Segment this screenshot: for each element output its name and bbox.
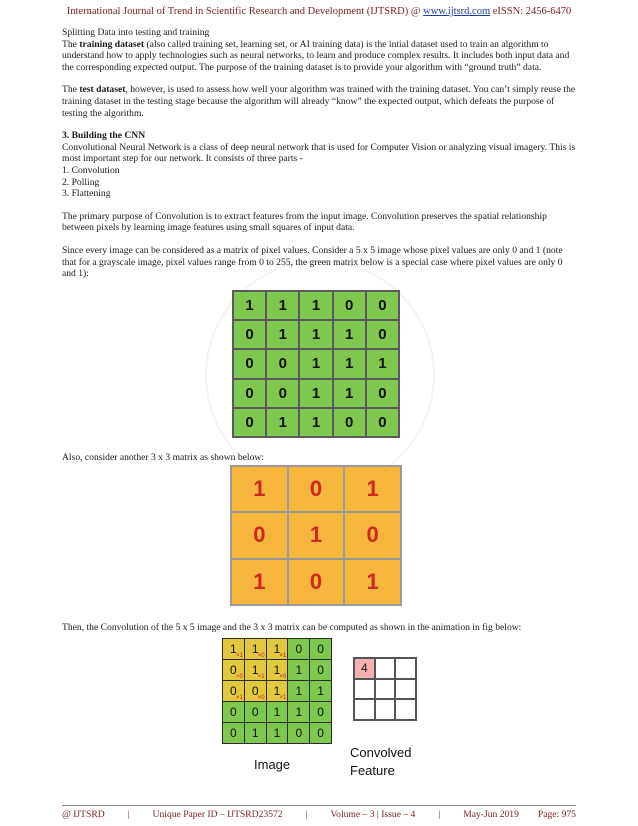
conv-image-cell (267, 639, 288, 659)
feature-cell (375, 699, 396, 720)
matrix-cell: 0 (367, 409, 398, 436)
matrix-cell: 0 (234, 321, 265, 348)
conv-cell-value: 0 (317, 705, 324, 719)
journal-name: International Journal of Trend in Scientific Research and Development (IJTSRD) @ (66, 6, 424, 17)
conv-image-cell (223, 702, 244, 722)
matrix-cell: 1 (232, 467, 287, 511)
conv-cell-value: 1 (295, 663, 303, 677)
list-item: 3. Flattening (62, 188, 111, 200)
conv-cell-value: 1 (273, 663, 281, 677)
filter-weight: ×1 (235, 695, 243, 701)
convolved-feature-grid (353, 657, 417, 721)
feature-cell (375, 679, 396, 700)
filter-weight: ×0 (257, 653, 265, 659)
conv-image-cell (267, 702, 288, 722)
footer-volume: Volume – 3 | Issue – 4 (330, 809, 416, 820)
convolution-purpose-paragraph: The primary purpose of Convolution is to extract features from the input image. Convolution preserves the spatial relationship between pixels by learning image features using small squares of input data. (62, 210, 547, 234)
orange-filter-matrix (230, 465, 402, 606)
conv-image-cell (267, 681, 288, 701)
conv-cell-value: 0 (317, 642, 324, 656)
conv-image-cell (223, 660, 244, 680)
conv-image-cell (245, 681, 266, 701)
matrix-cell: 0 (267, 380, 298, 407)
conv-cell-value: 1 (251, 726, 259, 740)
matrix-cell: 0 (367, 321, 398, 348)
filter-weight: ×0 (257, 695, 265, 701)
journal-issn: eISSN: 2456-6470 (490, 6, 572, 17)
cnn-heading: 3. Building the CNN (62, 130, 146, 142)
matrix-cell: 1 (334, 380, 365, 407)
conv-cell-value: 0 (230, 684, 237, 698)
convolved-feature-caption: Convolved Feature (350, 745, 412, 778)
conv-image-cell (223, 681, 244, 701)
conv-image-cell (223, 639, 244, 659)
matrix-cell: 1 (267, 409, 298, 436)
conv-image-cell (267, 723, 288, 743)
matrix-cell: 1 (367, 350, 398, 377)
footer-paper-id: Unique Paper ID – IJTSRD23572 (152, 809, 283, 820)
test-dataset-paragraph: The test dataset, however, is used to assess how well your algorithm was trained with the training dataset. You can’t simply reuse the training dataset in the testing stage because the algorithm will already “know” the expected output, which defeats the purpose of testing the algorithm. (62, 84, 576, 119)
conv-cell-value: 1 (273, 705, 281, 719)
journal-url-link[interactable]: www.ijtsrd.com (423, 6, 491, 17)
matrix-cell: 1 (300, 380, 331, 407)
conv-cell-value: 1 (273, 642, 281, 656)
feature-cell (375, 658, 396, 679)
conv-image-cell (310, 660, 331, 680)
filter-weight: ×0 (279, 674, 287, 680)
training-dataset-paragraph: The training dataset (also called training set, learning set, or AI training data) is the intial dataset used to train an algorithm to understand how to apply technologies such as neural networks, to learn and produce complex results. It includes both input data and the corresponding expected output. The purpose of the training dataset is to provide your algorithm with “ground truth” data. (62, 38, 570, 73)
matrix-cell: 1 (267, 292, 298, 319)
matrix-cell: 0 (345, 513, 400, 557)
matrix-cell: 1 (267, 321, 298, 348)
conv-cell-value: 1 (295, 705, 303, 719)
cnn-steps-list (62, 165, 576, 200)
conv-cell-value: 1 (273, 726, 281, 740)
list-item: 1. Convolution (62, 164, 120, 176)
feature-cell (395, 699, 416, 720)
matrix-cell: 1 (300, 409, 331, 436)
feature-cell (395, 679, 416, 700)
matrix-cell: 1 (300, 292, 331, 319)
conv-image-cell (245, 702, 266, 722)
matrix-cell: 1 (300, 350, 331, 377)
conv-image-cell (223, 723, 244, 743)
conv-cell-value: 0 (251, 684, 259, 698)
conv-cell-value: 1 (251, 663, 259, 677)
filter-weight: ×1 (235, 653, 243, 659)
footer-divider (62, 805, 576, 806)
filter-weight: ×0 (235, 674, 243, 680)
matrix-cell: 1 (345, 560, 400, 604)
then-convolution-text: Then, the Convolution of the 5 x 5 image and the 3 x 3 matrix can be computed as shown in the animation in fig below: (62, 622, 522, 633)
matrix-cell: 1 (232, 560, 287, 604)
conv-cell-value: 0 (230, 705, 237, 719)
list-item: 2. Polling (62, 176, 100, 188)
also-consider-text: Also, consider another 3 x 3 matrix as shown below: (62, 452, 264, 463)
conv-image-cell (310, 681, 331, 701)
conv-cell-value: 1 (230, 642, 237, 656)
conv-image-cell (288, 723, 309, 743)
matrix-cell: 1 (300, 321, 331, 348)
matrix-cell: 1 (334, 350, 365, 377)
image-caption: Image (254, 757, 291, 772)
conv-cell-value: 0 (230, 726, 237, 740)
page-footer: @ IJTSRD | Unique Paper ID – IJTSRD23572 | Volume – 3 | Issue – 4 | May-Jun 2019 Page: 975 (62, 809, 576, 820)
conv-cell-value: 1 (251, 642, 259, 656)
conv-cell-value: 0 (251, 705, 259, 719)
conv-image-cell (288, 639, 309, 659)
matrix-cell: 0 (334, 409, 365, 436)
conv-image-cell (245, 660, 266, 680)
footer-journal: @ IJTSRD (62, 809, 105, 820)
matrix-cell: 0 (267, 350, 298, 377)
matrix-cell: 0 (234, 380, 265, 407)
green-image-matrix (232, 290, 400, 438)
conv-image-cell (245, 639, 266, 659)
conv-cell-value: 1 (317, 684, 324, 698)
matrix-cell: 0 (367, 292, 398, 319)
conv-image-cell (288, 681, 309, 701)
matrix-cell: 0 (232, 513, 287, 557)
matrix-cell: 0 (234, 409, 265, 436)
convolution-image-grid (222, 638, 332, 744)
conv-cell-value: 0 (295, 726, 303, 740)
matrix-cell: 1 (289, 513, 344, 557)
footer-date: May-Jun 2019 (463, 809, 519, 820)
conv-image-cell (267, 660, 288, 680)
conv-cell-value: 0 (295, 642, 303, 656)
cnn-intro: Convolutional Neural Network is a class of deep neural network that is used for Computer Vision or analyzing visual imagery. This is most important step for our network. It consists of three parts - (62, 141, 576, 165)
conv-image-cell (310, 639, 331, 659)
conv-cell-value: 1 (295, 684, 303, 698)
feature-cell (395, 658, 416, 679)
conv-image-cell (245, 723, 266, 743)
matrix-cell: 0 (334, 292, 365, 319)
matrix-cell: 0 (367, 380, 398, 407)
conv-image-cell (288, 702, 309, 722)
pixel-matrix-paragraph: Since every image can be considered as a matrix of pixel values. Consider a 5 x 5 image whose pixel values are only 0 and 1 (note that for a grayscale image, pixel values range from 0 to 255, the green matrix below is a special case where pixel values are only 0 and 1): (62, 244, 563, 280)
matrix-cell: 1 (234, 292, 265, 319)
matrix-cell: 1 (334, 321, 365, 348)
footer-page: Page: 975 (537, 809, 576, 820)
conv-image-cell (310, 702, 331, 722)
conv-cell-value: 0 (317, 726, 324, 740)
feature-cell: 4 (354, 658, 375, 679)
matrix-cell: 0 (289, 560, 344, 604)
conv-cell-value: 0 (230, 663, 237, 677)
article-body (62, 27, 576, 280)
feature-cell (354, 699, 375, 720)
matrix-cell: 0 (234, 350, 265, 377)
conv-image-cell (288, 660, 309, 680)
filter-weight: ×1 (257, 674, 265, 680)
split-title: Splitting Data into testing and training (62, 27, 210, 38)
matrix-cell: 0 (289, 467, 344, 511)
conv-image-cell (310, 723, 331, 743)
filter-weight: ×1 (279, 695, 287, 701)
filter-weight: ×1 (279, 653, 287, 659)
matrix-cell: 1 (345, 467, 400, 511)
conv-cell-value: 0 (317, 663, 324, 677)
feature-cell (354, 679, 375, 700)
journal-header (0, 6, 638, 17)
conv-cell-value: 1 (273, 684, 281, 698)
